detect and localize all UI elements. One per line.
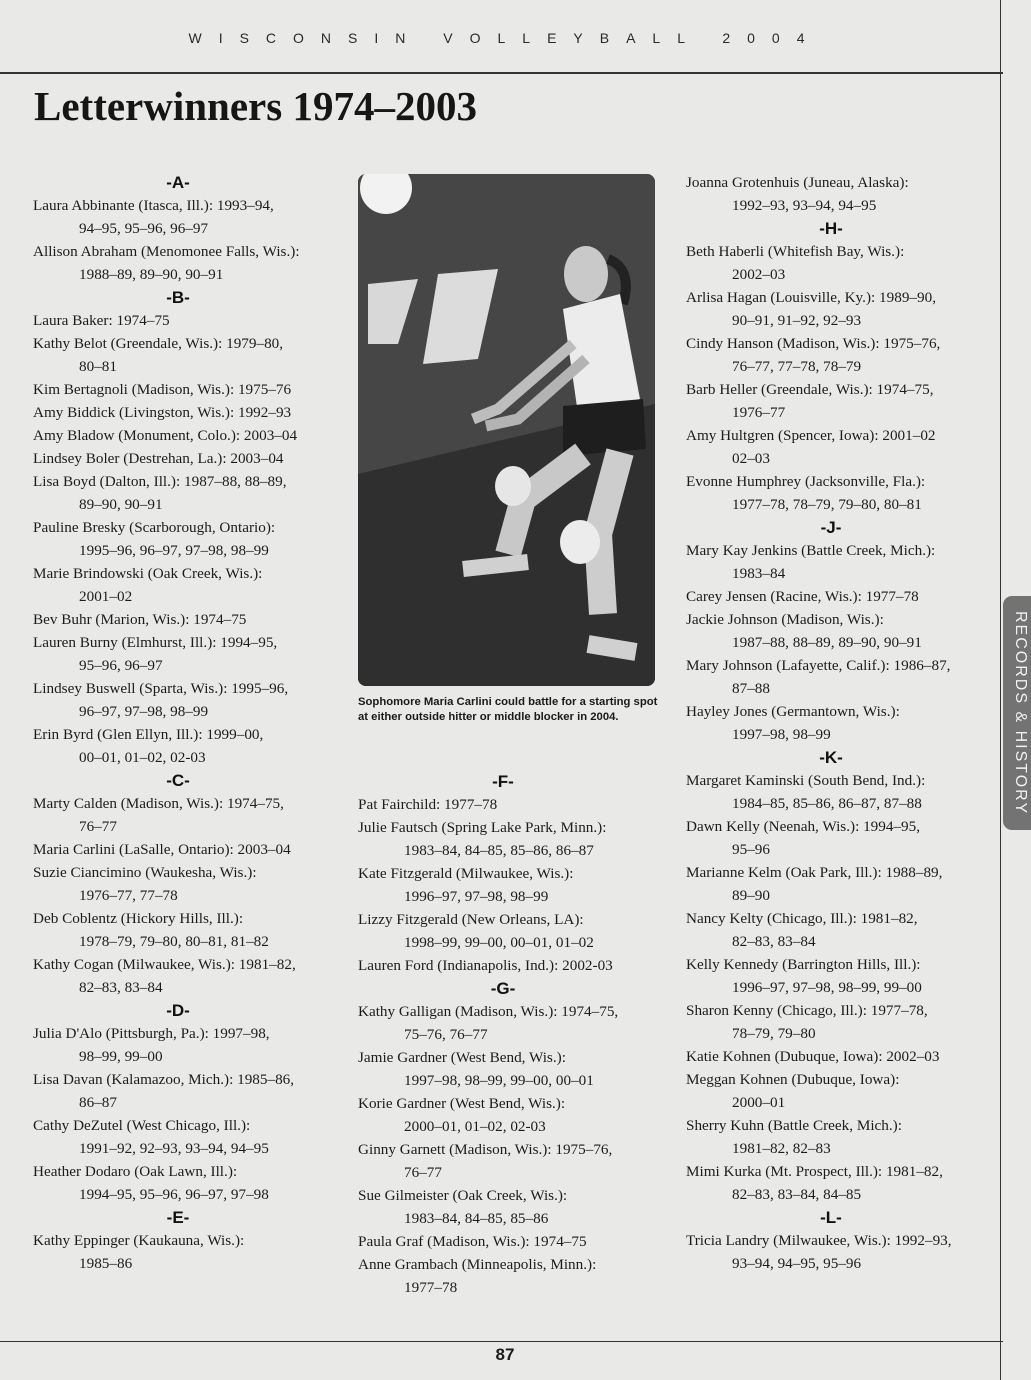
- letterwinner-entry: [686, 332, 1006, 378]
- entry-name: Suzie Ciancimino (Waukesha, Wis.):: [33, 864, 257, 881]
- entry-name: Margaret Kaminski (South Bend, Ind.):: [686, 772, 926, 789]
- letterwinner-entry: [33, 194, 353, 240]
- entry-name: Cindy Hanson (Madison, Wis.): 1975–76,: [686, 335, 941, 352]
- entry-name: Katie Kohnen (Dubuque, Iowa): 2002–03: [686, 1048, 940, 1065]
- letterwinner-entry: [33, 838, 353, 861]
- letterwinner-entry: [686, 424, 1006, 470]
- entry-name: Mary Kay Jenkins (Battle Creek, Mich.):: [686, 542, 936, 559]
- entry-name: Maria Carlini (LaSalle, Ontario): 2003–04: [33, 841, 291, 858]
- letterwinner-entry: [686, 1068, 1006, 1114]
- entry-name: Deb Coblentz (Hickory Hills, Ill.):: [33, 910, 244, 927]
- entry-years: 93–94, 94–95, 95–96: [732, 1255, 862, 1272]
- entry-years: 2002–03: [732, 266, 786, 283]
- entry-name: Lisa Boyd (Dalton, Ill.): 1987–88, 88–89,: [33, 473, 287, 490]
- entry-name: Lauren Ford (Indianapolis, Ind.): 2002-03: [358, 957, 613, 974]
- letterwinner-entry: [33, 516, 353, 562]
- entry-years: 76–77, 77–78, 78–79: [732, 358, 862, 375]
- photo-caption: Sophomore Maria Carlini could battle for a starting spot at either outside hitter or middle blocker in 2004.: [358, 696, 658, 723]
- letterwinner-entry: [686, 1160, 1006, 1206]
- letterwinner-entry: [33, 861, 353, 907]
- letterwinner-entry: [33, 562, 353, 608]
- entry-name: Arlisa Hagan (Louisville, Ky.): 1989–90,: [686, 289, 936, 306]
- section-letter: -C-: [166, 771, 190, 790]
- entry-name: Pauline Bresky (Scarborough, Ontario):: [33, 519, 276, 536]
- entry-name: Bev Buhr (Marion, Wis.): 1974–75: [33, 611, 247, 628]
- entry-years: 1977–78: [404, 1279, 458, 1296]
- entry-name: Hayley Jones (Germantown, Wis.):: [686, 703, 900, 720]
- entry-years: 00–01, 01–02, 02-03: [79, 749, 206, 766]
- entry-years: 95–96, 96–97: [79, 657, 163, 674]
- letterwinner-entry: [33, 723, 353, 769]
- entry-years: 82–83, 83–84: [732, 933, 816, 950]
- letterwinner-entry: [686, 539, 1006, 585]
- entry-name: Cathy DeZutel (West Chicago, Ill.):: [33, 1117, 251, 1134]
- entry-name: Kelly Kennedy (Barrington Hills, Ill.):: [686, 956, 921, 973]
- entry-years: 1998–99, 99–00, 00–01, 01–02: [404, 934, 594, 951]
- entry-years: 2000–01, 01–02, 02-03: [404, 1118, 546, 1135]
- entry-years: 2001–02: [79, 588, 133, 605]
- letterwinner-entry: [33, 1068, 353, 1114]
- entry-years: 02–03: [732, 450, 770, 467]
- letterwinner-entry: [33, 1022, 353, 1068]
- letterwinner-entry: [33, 424, 353, 447]
- entry-name: Evonne Humphrey (Jacksonville, Fla.):: [686, 473, 926, 490]
- entry-years: 1983–84: [732, 565, 786, 582]
- entry-years: 1995–96, 96–97, 97–98, 98–99: [79, 542, 269, 559]
- letterwinner-entry: [686, 815, 1006, 861]
- letterwinner-entry: [358, 1046, 678, 1092]
- entry-name: Lauren Burny (Elmhurst, Ill.): 1994–95,: [33, 634, 278, 651]
- entry-name: Marianne Kelm (Oak Park, Ill.): 1988–89,: [686, 864, 943, 881]
- page-title: Letterwinners 1974–2003: [34, 83, 477, 129]
- entry-name: Kathy Cogan (Milwaukee, Wis.): 1981–82,: [33, 956, 296, 973]
- letterwinner-entry: [33, 1160, 353, 1206]
- entry-name: Meggan Kohnen (Dubuque, Iowa):: [686, 1071, 900, 1088]
- player-photo: [358, 174, 655, 686]
- letterwinner-entry: [686, 700, 1006, 746]
- letterwinner-entry: [33, 677, 353, 723]
- entry-name: Kathy Eppinger (Kaukauna, Wis.):: [33, 1232, 245, 1249]
- running-header: WISCONSIN VOLLEYBALL 2004: [188, 30, 822, 46]
- entry-years: 1976–77, 77–78: [79, 887, 178, 904]
- entry-name: Lisa Davan (Kalamazoo, Mich.): 1985–86,: [33, 1071, 295, 1088]
- entry-years: 96–97, 97–98, 98–99: [79, 703, 209, 720]
- letterwinner-entry: [686, 608, 1006, 654]
- letterwinner-entry: [686, 171, 1006, 217]
- letterwinner-entry: [358, 908, 678, 954]
- entry-years: 1983–84, 84–85, 85–86: [404, 1210, 549, 1227]
- entry-name: Jackie Johnson (Madison, Wis.):: [686, 611, 884, 628]
- entry-years: 87–88: [732, 680, 770, 697]
- entry-name: Joanna Grotenhuis (Juneau, Alaska):: [686, 174, 909, 191]
- letterwinner-entry: [33, 953, 353, 999]
- letterwinner-entry: [33, 1114, 353, 1160]
- section-letter: -F-: [492, 772, 514, 791]
- letterwinner-entry: [686, 286, 1006, 332]
- entry-years: 1992–93, 93–94, 94–95: [732, 197, 877, 214]
- entry-years: 95–96: [732, 841, 770, 858]
- entry-name: Marty Calden (Madison, Wis.): 1974–75,: [33, 795, 284, 812]
- entry-name: Laura Baker: 1974–75: [33, 312, 170, 329]
- letterwinner-entry: [358, 1138, 678, 1184]
- entry-name: Nancy Kelty (Chicago, Ill.): 1981–82,: [686, 910, 918, 927]
- entry-years: 78–79, 79–80: [732, 1025, 816, 1042]
- entry-years: 1978–79, 79–80, 80–81, 81–82: [79, 933, 269, 950]
- entry-years: 1977–78, 78–79, 79–80, 80–81: [732, 496, 922, 513]
- letterwinner-entry: [358, 1184, 678, 1230]
- entry-name: Dawn Kelly (Neenah, Wis.): 1994–95,: [686, 818, 921, 835]
- entry-years: 86–87: [79, 1094, 117, 1111]
- entry-years: 80–81: [79, 358, 117, 375]
- letterwinner-entry: [33, 631, 353, 677]
- entry-name: Tricia Landry (Milwaukee, Wis.): 1992–93,: [686, 1232, 952, 1249]
- section-letter: -B-: [166, 288, 190, 307]
- header-rule: [0, 72, 1003, 74]
- letterwinner-entry: [358, 1092, 678, 1138]
- entry-years: 1996–97, 97–98, 98–99: [404, 888, 549, 905]
- entry-name: Lindsey Boler (Destrehan, La.): 2003–04: [33, 450, 284, 467]
- letterwinner-entry: [358, 1230, 678, 1253]
- entry-years: 1994–95, 95–96, 96–97, 97–98: [79, 1186, 269, 1203]
- section-letter: -G-: [490, 979, 516, 998]
- letterwinner-entry: [33, 608, 353, 631]
- entry-years: 98–99, 99–00: [79, 1048, 163, 1065]
- letterwinner-entry: [33, 378, 353, 401]
- letterwinner-entry: [686, 769, 1006, 815]
- entry-years: 1983–84, 84–85, 85–86, 86–87: [404, 842, 594, 859]
- entry-years: 94–95, 95–96, 96–97: [79, 220, 209, 237]
- entry-name: Barb Heller (Greendale, Wis.): 1974–75,: [686, 381, 934, 398]
- entry-name: Julie Fautsch (Spring Lake Park, Minn.):: [358, 819, 607, 836]
- entry-years: 1997–98, 98–99, 99–00, 00–01: [404, 1072, 594, 1089]
- entry-name: Mary Johnson (Lafayette, Calif.): 1986–87,: [686, 657, 951, 674]
- letterwinner-entry: [33, 447, 353, 470]
- section-letter: -D-: [166, 1001, 190, 1020]
- letterwinner-entry: [358, 1000, 678, 1046]
- letterwinner-entry: [686, 240, 1006, 286]
- letterwinner-entry: [686, 1114, 1006, 1160]
- footer-rule: [0, 1341, 1003, 1342]
- letterwinner-entry: [33, 401, 353, 424]
- letterwinner-entry: [686, 1229, 1006, 1275]
- entry-years: 1987–88, 88–89, 89–90, 90–91: [732, 634, 922, 651]
- entry-years: 1997–98, 98–99: [732, 726, 831, 743]
- entry-years: 1988–89, 89–90, 90–91: [79, 266, 224, 283]
- entry-years: 75–76, 76–77: [404, 1026, 488, 1043]
- section-letter: -E-: [166, 1208, 190, 1227]
- volleyball-player-image: [358, 174, 655, 686]
- entry-name: Korie Gardner (West Bend, Wis.):: [358, 1095, 566, 1112]
- entry-name: Kathy Galligan (Madison, Wis.): 1974–75,: [358, 1003, 619, 1020]
- letterwinner-entry: [358, 816, 678, 862]
- letterwinner-entry: [358, 793, 678, 816]
- entry-name: Paula Graf (Madison, Wis.): 1974–75: [358, 1233, 587, 1250]
- entry-name: Mimi Kurka (Mt. Prospect, Ill.): 1981–82,: [686, 1163, 943, 1180]
- entry-years: 2000–01: [732, 1094, 786, 1111]
- letterwinner-entry: [686, 1045, 1006, 1068]
- letterwinner-entry: [33, 240, 353, 286]
- letterwinner-entry: [686, 378, 1006, 424]
- entry-name: Sherry Kuhn (Battle Creek, Mich.):: [686, 1117, 902, 1134]
- entry-name: Amy Bladow (Monument, Colo.): 2003–04: [33, 427, 298, 444]
- entry-years: 1991–92, 92–93, 93–94, 94–95: [79, 1140, 269, 1157]
- letterwinner-entry: [358, 862, 678, 908]
- entry-name: Amy Biddick (Livingston, Wis.): 1992–93: [33, 404, 292, 421]
- entry-name: Pat Fairchild: 1977–78: [358, 796, 498, 813]
- entry-name: Laura Abbinante (Itasca, Ill.): 1993–94,: [33, 197, 274, 214]
- entry-years: 1984–85, 85–86, 86–87, 87–88: [732, 795, 922, 812]
- entry-name: Lindsey Buswell (Sparta, Wis.): 1995–96,: [33, 680, 289, 697]
- letterwinner-entry: [686, 585, 1006, 608]
- entry-name: Kate Fitzgerald (Milwaukee, Wis.):: [358, 865, 574, 882]
- entry-name: Anne Grambach (Minneapolis, Minn.):: [358, 1256, 597, 1273]
- letterwinner-entry: [686, 907, 1006, 953]
- section-letter: -L-: [820, 1208, 842, 1227]
- entry-name: Carey Jensen (Racine, Wis.): 1977–78: [686, 588, 919, 605]
- column-1: [33, 171, 353, 1275]
- entry-name: Jamie Gardner (West Bend, Wis.):: [358, 1049, 566, 1066]
- column-3: [686, 171, 1006, 1275]
- letterwinner-entry: [33, 332, 353, 378]
- letterwinner-entry: [686, 861, 1006, 907]
- section-letter: -A-: [166, 173, 190, 192]
- entry-years: 1981–82, 82–83: [732, 1140, 831, 1157]
- letterwinner-entry: [358, 954, 678, 977]
- page-number: 87: [495, 1345, 515, 1364]
- letterwinner-entry: [33, 470, 353, 516]
- entry-name: Heather Dodaro (Oak Lawn, Ill.):: [33, 1163, 238, 1180]
- letterwinner-entry: [33, 792, 353, 838]
- entry-years: 82–83, 83–84: [79, 979, 163, 996]
- entry-name: Julia D'Alo (Pittsburgh, Pa.): 1997–98,: [33, 1025, 270, 1042]
- entry-name: Sharon Kenny (Chicago, Ill.): 1977–78,: [686, 1002, 928, 1019]
- entry-name: Kathy Belot (Greendale, Wis.): 1979–80,: [33, 335, 284, 352]
- column-2: [358, 770, 678, 1299]
- entry-name: Sue Gilmeister (Oak Creek, Wis.):: [358, 1187, 568, 1204]
- section-letter: -K-: [819, 748, 843, 767]
- entry-name: Amy Hultgren (Spencer, Iowa): 2001–02: [686, 427, 936, 444]
- letterwinner-entry: [33, 907, 353, 953]
- entry-years: 90–91, 91–92, 92–93: [732, 312, 862, 329]
- entry-name: Allison Abraham (Menomonee Falls, Wis.):: [33, 243, 300, 260]
- entry-name: Ginny Garnett (Madison, Wis.): 1975–76,: [358, 1141, 613, 1158]
- letterwinner-entry: [686, 999, 1006, 1045]
- entry-years: 1996–97, 97–98, 98–99, 99–00: [732, 979, 922, 996]
- entry-years: 82–83, 83–84, 84–85: [732, 1186, 862, 1203]
- entry-years: 76–77: [404, 1164, 442, 1181]
- entry-years: 1976–77: [732, 404, 786, 421]
- entry-years: 1985–86: [79, 1255, 133, 1272]
- entry-years: 76–77: [79, 818, 117, 835]
- entry-name: Beth Haberli (Whitefish Bay, Wis.):: [686, 243, 905, 260]
- letterwinner-entry: [686, 953, 1006, 999]
- entry-name: Lizzy Fitzgerald (New Orleans, LA):: [358, 911, 584, 928]
- letterwinner-entry: [686, 470, 1006, 516]
- entry-years: 89–90: [732, 887, 770, 904]
- section-letter: -H-: [819, 219, 843, 238]
- side-tab-label: RECORDS & HISTORY: [1012, 610, 1029, 816]
- letterwinner-entry: [686, 654, 1006, 700]
- section-letter: -J-: [820, 518, 842, 537]
- letterwinner-entry: [33, 1229, 353, 1275]
- entry-years: 89–90, 90–91: [79, 496, 163, 513]
- entry-name: Erin Byrd (Glen Ellyn, Ill.): 1999–00,: [33, 726, 264, 743]
- entry-name: Marie Brindowski (Oak Creek, Wis.):: [33, 565, 263, 582]
- entry-name: Kim Bertagnoli (Madison, Wis.): 1975–76: [33, 381, 292, 398]
- letterwinner-entry: [358, 1253, 678, 1299]
- letterwinner-entry: [33, 309, 353, 332]
